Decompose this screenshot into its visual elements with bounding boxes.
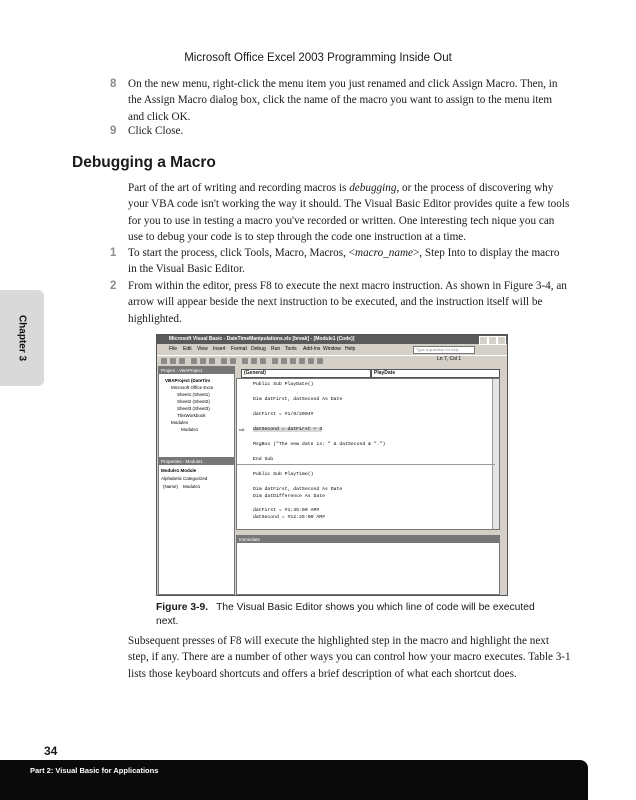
step-8	[110, 76, 570, 125]
properties-window	[158, 457, 235, 595]
menu-edit: Edit	[183, 346, 192, 352]
menu-help: Help	[345, 346, 356, 352]
vbe-screenshot	[156, 334, 508, 596]
maximize-icon	[488, 336, 497, 345]
menu-addins: Add-Ins	[303, 346, 321, 352]
menu-file: File	[169, 346, 178, 352]
menu-view: View	[197, 346, 208, 352]
immediate-title: Immediate	[237, 536, 499, 543]
step-text: Click Close.	[128, 125, 184, 137]
vbe-titlebar	[157, 335, 507, 344]
save-icon	[179, 358, 185, 364]
procedure-combo: PlayDate	[371, 369, 500, 378]
prop-name-key: (Name)	[163, 484, 179, 489]
code-line: End Sub	[253, 457, 274, 462]
step-number: 2	[110, 280, 117, 292]
intro-text-rest: , or the process of discovering why your VBA code isn't working the way it should. The Visual Basic Editor provides quite a few tools for you to use in testing a macro you've recorded or written. One interesting tech nique you can use to debug your code is to step through the code one instruction at a time.	[128, 182, 570, 243]
step-number: 9	[110, 125, 117, 137]
code-line: datFirst = #1/9/2004#	[253, 412, 314, 417]
tree-item: Sheet2 (Sheet2)	[177, 399, 210, 404]
menu-debug: Debug	[251, 346, 266, 352]
design-icon	[272, 358, 278, 364]
code-line: Dim datFirst, datSecond As Date	[253, 487, 343, 492]
properties-pane-title: Properties - Module1	[159, 458, 234, 465]
tree-item: Module1	[181, 427, 199, 432]
tree-item: Microsoft Office Exce	[171, 385, 214, 390]
tree-item: Sheet1 (Sheet1)	[177, 392, 210, 397]
execution-arrow-icon: ⇨	[239, 427, 245, 434]
chapter-label: Chapter 3	[16, 314, 28, 362]
page-number: 34	[44, 744, 58, 758]
step-emphasis: macro_name	[355, 247, 413, 259]
object-combo: (General)	[241, 369, 371, 378]
project-icon	[281, 358, 287, 364]
figure-caption-text: The Visual Basic Editor shows you which line of code will be executed next.	[156, 602, 535, 627]
running-head: Microsoft Office Excel 2003 Programming Inside Out	[184, 52, 452, 64]
intro-emphasis: debugging	[349, 182, 397, 194]
step-text: On the new menu, right-click the menu item you just renamed and click Assign Macro. Then, in the Assign Macro dialog box, click the name of the macro you want to assign to the menu item and click OK.	[128, 78, 558, 123]
undo-icon	[221, 358, 227, 364]
code-line: datSecond = #12:25:00 AM#	[253, 515, 325, 520]
step-1	[110, 245, 570, 278]
object-browser-icon	[299, 358, 305, 364]
intro-paragraph	[128, 180, 572, 245]
menu-tools: Tools	[285, 346, 297, 352]
code-line: Dim datDifference As Date	[253, 494, 325, 499]
prop-tab-categorized: Categorized	[183, 476, 208, 481]
toolbox-icon	[308, 358, 314, 364]
copy-icon	[200, 358, 206, 364]
code-line: Public Sub PlayTime()	[253, 472, 314, 477]
step-9	[110, 123, 570, 139]
cut-icon	[191, 358, 197, 364]
code-line: Public Sub PlayDate()	[253, 382, 314, 387]
properties-icon	[290, 358, 296, 364]
menu-format: Format	[231, 346, 247, 352]
step-text-rest: >, Step Into to display the macro in the Visual Basic Editor.	[128, 247, 560, 276]
code-window	[236, 378, 500, 530]
help-icon	[317, 358, 323, 364]
menu-window: Window	[323, 346, 341, 352]
menu-insert: Insert	[213, 346, 226, 352]
break-icon	[251, 358, 257, 364]
step-text: To start the process, click Tools, Macro, Macros, <	[128, 247, 355, 259]
code-scrollbar	[492, 379, 499, 529]
reset-icon	[260, 358, 266, 364]
close-icon	[497, 336, 506, 345]
tree-item: Sheet3 (Sheet3)	[177, 406, 210, 411]
menu-run: Run	[271, 346, 281, 352]
tree-item: Modules	[171, 420, 189, 425]
ask-question-box: Type a question for help	[413, 346, 475, 354]
tree-item: ThisWorkbook	[177, 413, 206, 418]
procedure-separator	[237, 464, 495, 465]
cursor-position: Ln 7, Col 1	[437, 356, 462, 362]
project-pane-title: Project - VBAProject	[159, 367, 234, 374]
highlighted-code-line: datSecond = datFirst + 3	[253, 427, 323, 432]
insert-icon	[170, 358, 176, 364]
vbe-title: Microsoft Visual Basic - DateTimeManipulations.xls [break] - [Module1 (Code)]	[169, 336, 355, 342]
intro-text: Part of the art of writing and recording macros is	[128, 182, 350, 194]
footer-bar	[0, 760, 588, 800]
prop-combo: Module1 Module	[161, 468, 197, 473]
step-number: 1	[110, 247, 117, 259]
run-icon	[242, 358, 248, 364]
minimize-icon	[479, 336, 488, 345]
step-number: 8	[110, 78, 117, 90]
prop-name-value: Module1	[183, 484, 201, 489]
code-line: datFirst = #1:45:00 AM#	[253, 508, 320, 513]
project-explorer	[158, 366, 235, 458]
step-2	[110, 278, 570, 327]
prop-tab-alphabetic: Alphabetic	[161, 476, 183, 481]
tree-item: VBAProject (DateTim	[165, 378, 211, 383]
chapter-side-tab	[0, 290, 44, 386]
code-line: MsgBox ("The new date is: " & datSecond & ".")	[253, 442, 386, 447]
redo-icon	[230, 358, 236, 364]
section-heading: Debugging a Macro	[72, 154, 216, 171]
immediate-window	[236, 535, 500, 595]
excel-icon	[161, 358, 167, 364]
figure-label: Figure 3-9.	[156, 602, 209, 613]
closing-paragraph: Subsequent presses of F8 will execute the highlighted step in the macro and highlight the next step, if any. There are a number of other ways you can control how your macro executes. Table 3-1 lists those keyboard shortcuts and offers a brief description of what each shortcut does.	[128, 635, 571, 680]
figure-caption	[156, 601, 536, 629]
step-text: From within the editor, press F8 to execute the next macro instruction. As shown in Figure 3-4, an arrow will appear beside the next instruction to be executed, and the instruction itself will be highlighted.	[128, 280, 567, 325]
part-label: Part 2: Visual Basic for Applications	[30, 766, 159, 775]
code-line: Dim datFirst, datSecond As Date	[253, 397, 343, 402]
paste-icon	[209, 358, 215, 364]
